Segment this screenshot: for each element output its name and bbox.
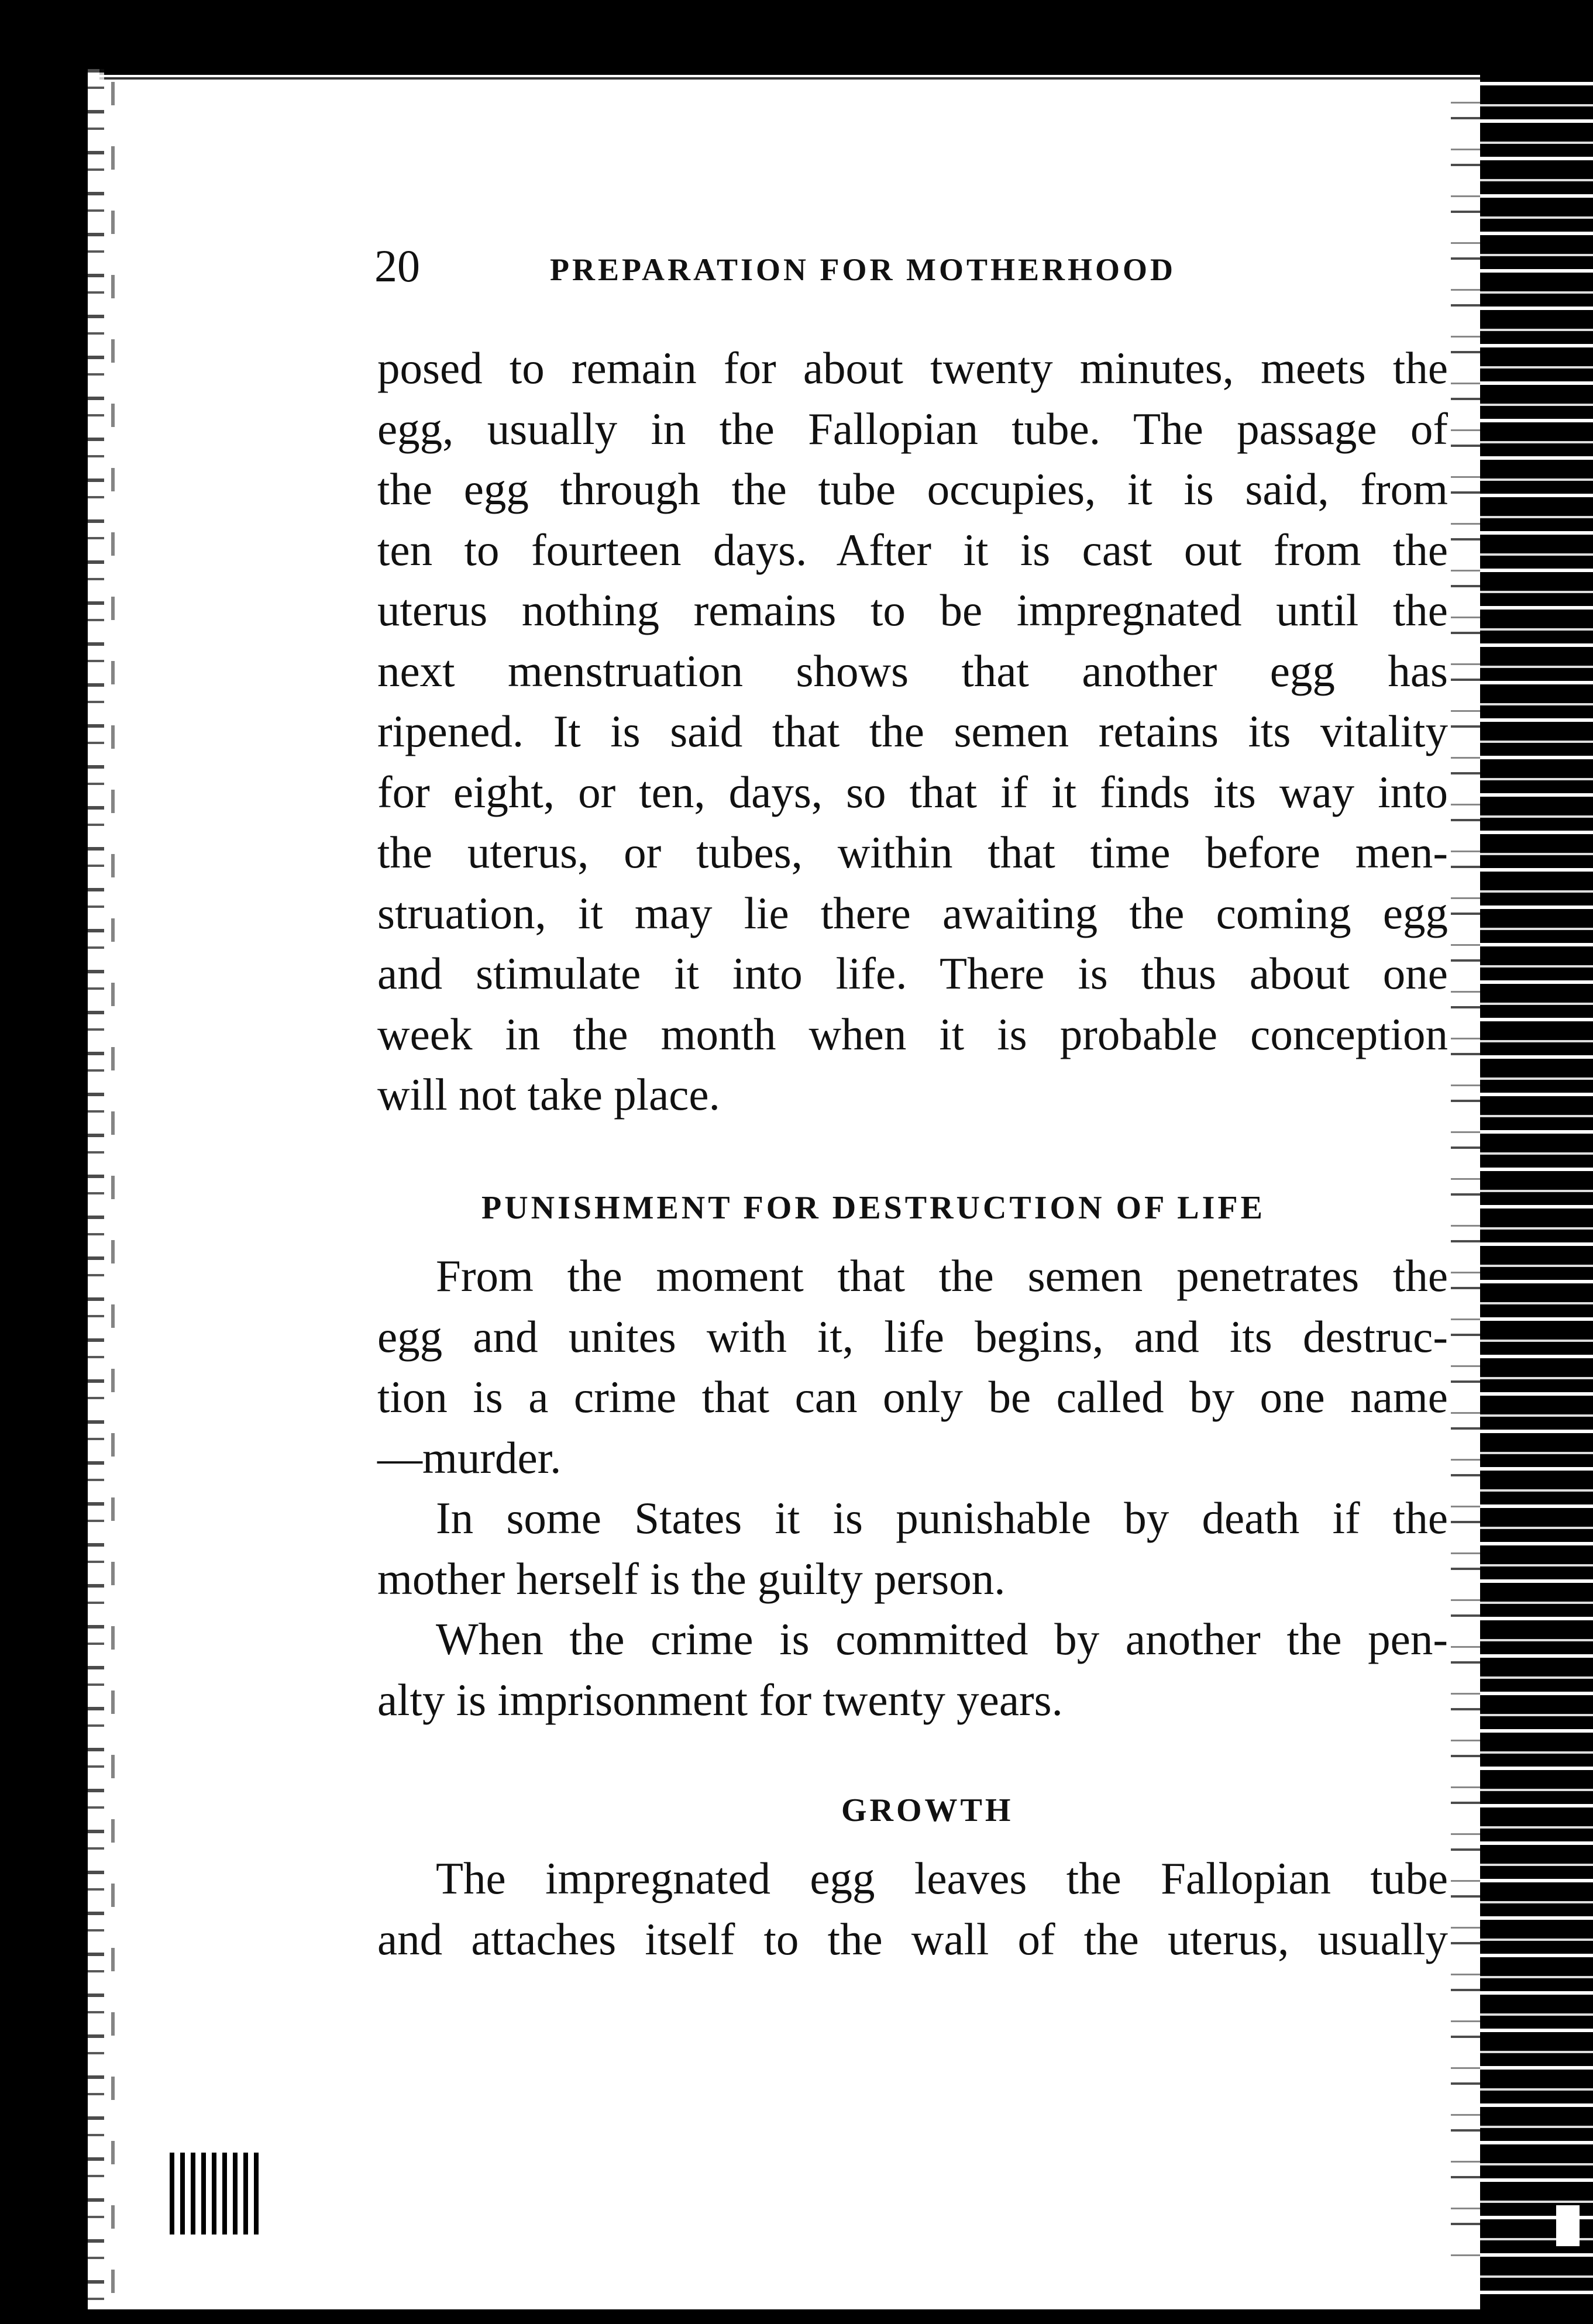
- text-line: tion is a crime that can only be called by one name: [377, 1372, 1448, 1422]
- section-growth-text: [377, 1848, 1448, 1970]
- text-line: ten to fourteen days. After it is cast out from the: [377, 524, 1448, 575]
- text-line: When the crime is committed by another the pen-: [436, 1614, 1448, 1664]
- text-line: uterus nothing remains to be impregnated until the: [377, 585, 1448, 635]
- text-line: week in the month when it is probable conception: [377, 1008, 1448, 1059]
- scan-bottom-left-artifact: [170, 2153, 263, 2235]
- text-line: struation, it may lie there awaiting the coming egg: [377, 887, 1448, 938]
- page-header: [374, 237, 1486, 301]
- text-line: —murder.: [377, 1432, 562, 1483]
- scan-top-edge: [99, 69, 1562, 87]
- scan-left-edge: [88, 69, 104, 2309]
- text-line: next menstruation shows that another egg has: [377, 645, 1448, 696]
- scan-bottom-right-artifact: [1556, 2205, 1580, 2246]
- text-line: alty is imprisonment for twenty years.: [377, 1674, 1063, 1725]
- text-line: mother herself is the guilty person.: [377, 1553, 1006, 1604]
- section-heading-growth: GROWTH: [841, 1792, 1014, 1829]
- scan-right-edge: [1480, 69, 1593, 2309]
- text-line: posed to remain for about twenty minutes, meets the: [377, 343, 1448, 393]
- text-line: egg and unites with it, life begins, and its destruc-: [377, 1311, 1448, 1362]
- section-heading-punishment: PUNISHMENT FOR DESTRUCTION OF LIFE: [481, 1190, 1265, 1226]
- text-line: egg, usually in the Fallopian tube. The passage of: [377, 403, 1448, 454]
- section-punishment-text: [377, 1246, 1448, 1730]
- text-line: for eight, or ten, days, so that if it finds its way into: [377, 766, 1448, 817]
- text-line: and attaches itself to the wall of the uterus, usually: [377, 1913, 1448, 1964]
- text-line: and stimulate it into life. There is thus about one: [377, 948, 1448, 999]
- text-line: will not take place.: [377, 1069, 720, 1120]
- text-line: The impregnated egg leaves the Fallopian tube: [436, 1853, 1448, 1903]
- paragraph-continued: [377, 338, 1448, 1125]
- text-line: In some States it is punishable by death if the: [436, 1493, 1448, 1543]
- running-head: PREPARATION FOR MOTHERHOOD: [550, 252, 1176, 287]
- text-line: the uterus, or tubes, within that time before men-: [377, 827, 1448, 877]
- page-number: 20: [374, 240, 420, 291]
- text-line: the egg through the tube occupies, it is said, from: [377, 464, 1448, 514]
- text-line: ripened. It is said that the semen retains its vitality: [377, 706, 1448, 756]
- text-line: From the moment that the semen penetrates the: [436, 1251, 1448, 1301]
- scan-left-edge-inner: [111, 82, 115, 2305]
